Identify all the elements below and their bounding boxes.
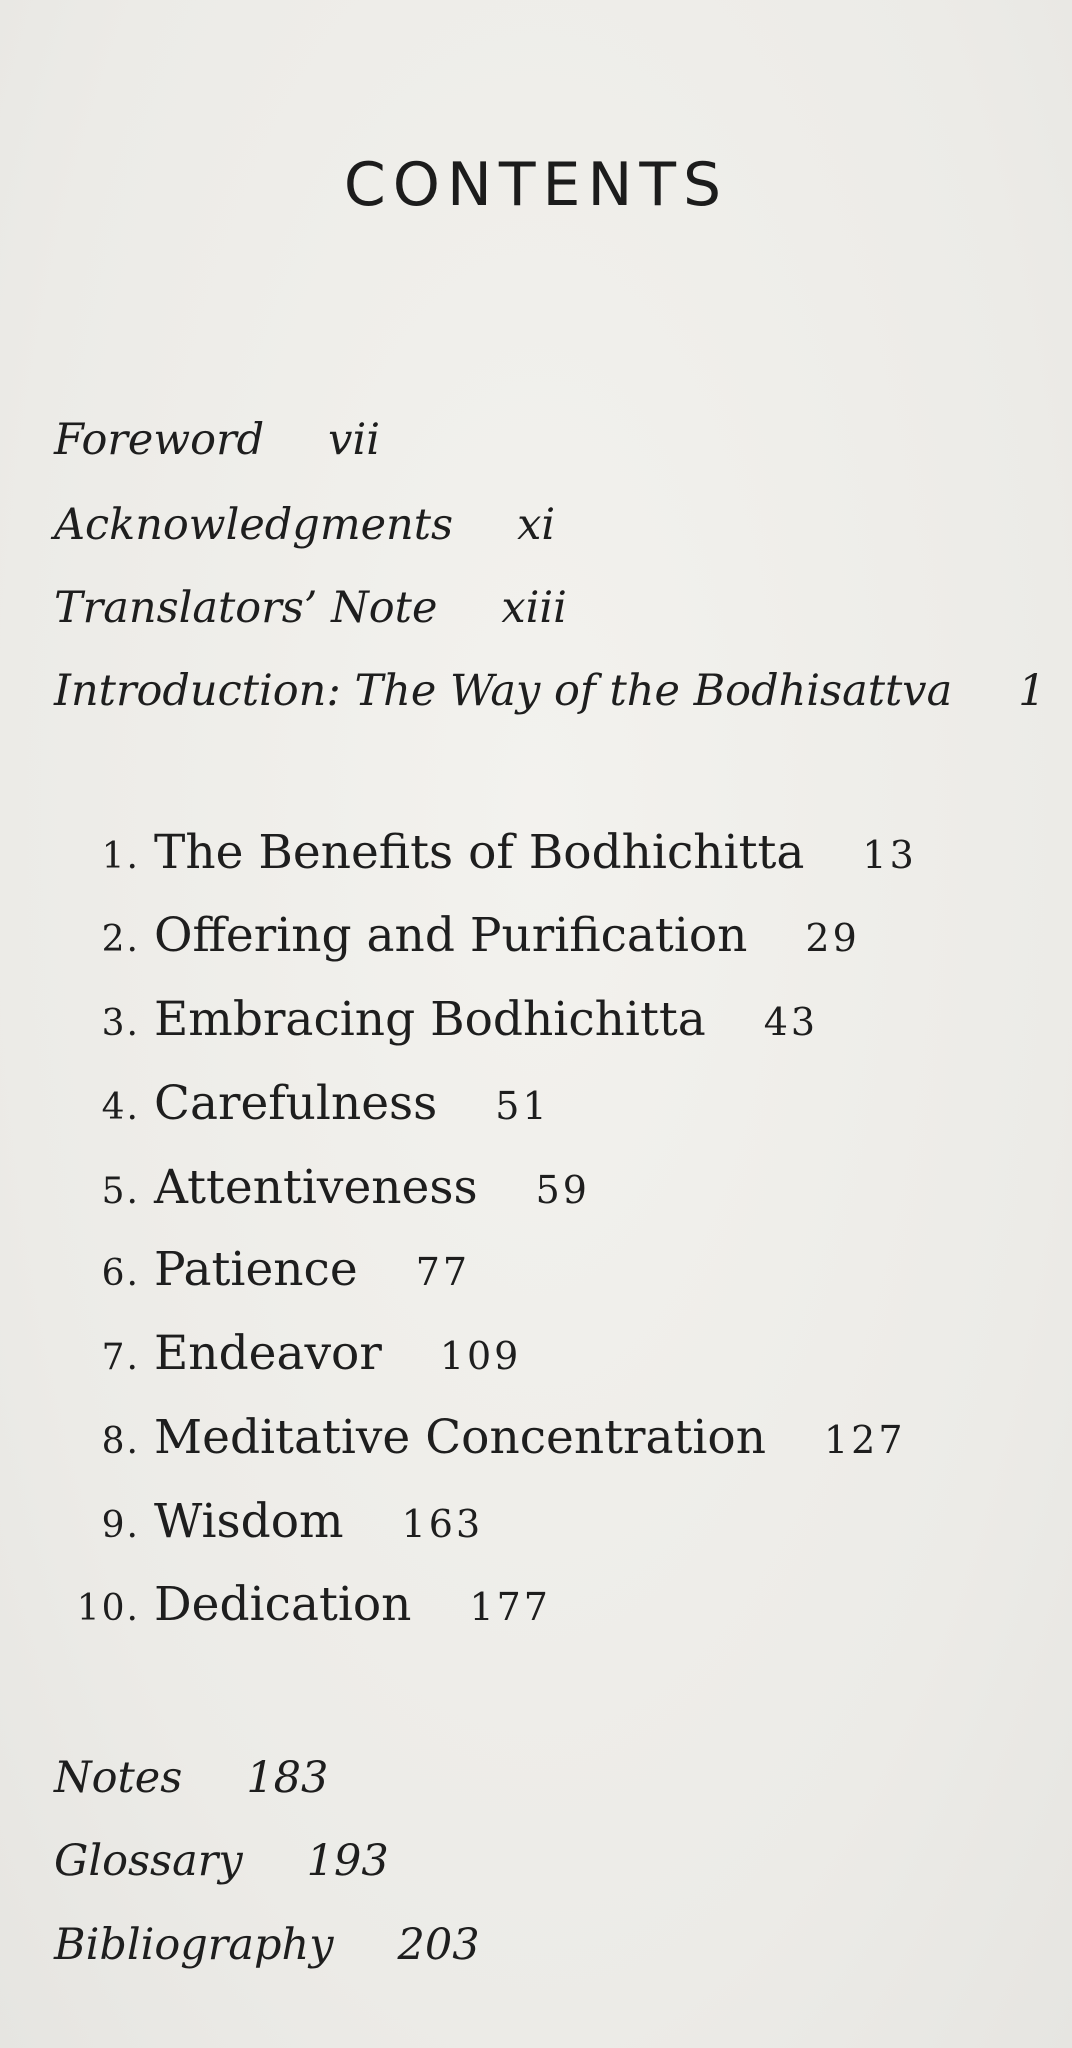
- toc-entry-page: vii: [328, 415, 380, 465]
- chapter-page: 163: [401, 1502, 484, 1546]
- chapter-number: 3.: [101, 1003, 140, 1044]
- toc-entry-translators-note: [54, 583, 567, 633]
- toc-chapter-8: [30, 1410, 906, 1465]
- chapter-number: 4.: [101, 1087, 140, 1128]
- chapter-title: Offering and Purification: [154, 908, 748, 963]
- toc-entry-page: xi: [517, 500, 556, 550]
- toc-entry-bibliography: [54, 1920, 480, 1970]
- chapter-page: 59: [535, 1168, 590, 1212]
- toc-chapter-5: [30, 1160, 590, 1215]
- toc-chapter-4: [30, 1076, 550, 1131]
- toc-entry-label: Introduction: The Way of the Bodhisattva: [54, 666, 953, 716]
- chapter-page: 77: [415, 1250, 471, 1294]
- chapter-title: The Benefits of Bodhichitta: [154, 825, 805, 880]
- chapter-title: Dedication: [154, 1577, 412, 1632]
- chapter-number: 2.: [101, 919, 140, 960]
- chapter-page: 29: [805, 916, 860, 960]
- chapter-title: Embracing Bodhichitta: [154, 992, 706, 1047]
- chapter-number: 8.: [101, 1421, 140, 1462]
- toc-entry-label: Translators’ Note: [54, 583, 438, 633]
- chapter-number: 1.: [101, 836, 140, 877]
- page-title: CONTENTS: [343, 150, 729, 220]
- toc-entry-label: Acknowledgments: [54, 500, 454, 550]
- chapter-page: 109: [439, 1334, 522, 1378]
- toc-chapter-9: [30, 1494, 483, 1549]
- toc-chapter-7: [30, 1326, 521, 1381]
- toc-entry-page: 193: [306, 1836, 389, 1886]
- toc-chapter-2: [30, 908, 860, 963]
- chapter-title: Wisdom: [154, 1494, 344, 1549]
- toc-chapter-3: [30, 992, 818, 1047]
- chapter-number: 10.: [76, 1588, 140, 1629]
- toc-entry-label: Bibliography: [54, 1920, 334, 1970]
- chapter-page: 51: [495, 1084, 550, 1128]
- toc-chapter-1: [30, 825, 917, 880]
- toc-entry-page: 203: [397, 1920, 480, 1970]
- chapter-page: 177: [469, 1585, 551, 1629]
- chapter-title: Endeavor: [154, 1326, 382, 1381]
- chapter-page: 43: [763, 1000, 819, 1044]
- toc-entry-page: 1: [1018, 666, 1046, 716]
- chapter-number: 5.: [101, 1171, 140, 1212]
- chapter-page: 127: [824, 1418, 906, 1462]
- chapter-number: 7.: [101, 1337, 140, 1378]
- toc-chapter-6: [30, 1242, 470, 1297]
- chapter-title: Meditative Concentration: [154, 1410, 766, 1465]
- chapter-title: Carefulness: [154, 1076, 438, 1131]
- toc-chapter-10: [30, 1577, 551, 1632]
- toc-entry-glossary: [54, 1836, 389, 1886]
- toc-entry-introduction: [54, 666, 1046, 716]
- toc-entry-notes: [54, 1753, 328, 1803]
- chapter-title: Attentiveness: [154, 1160, 478, 1215]
- toc-entry-page: xiii: [501, 583, 567, 633]
- toc-entry-label: Foreword: [54, 415, 265, 465]
- chapter-number: 9.: [101, 1505, 140, 1546]
- toc-entry-acknowledgments: [54, 500, 555, 550]
- chapter-page: 13: [862, 833, 917, 877]
- toc-entry-page: 183: [246, 1753, 329, 1803]
- toc-entry-label: Glossary: [54, 1836, 243, 1886]
- toc-entry-label: Notes: [54, 1753, 183, 1803]
- toc-entry-foreword: [54, 415, 380, 465]
- chapter-number: 6.: [101, 1253, 140, 1294]
- chapter-title: Patience: [154, 1242, 358, 1297]
